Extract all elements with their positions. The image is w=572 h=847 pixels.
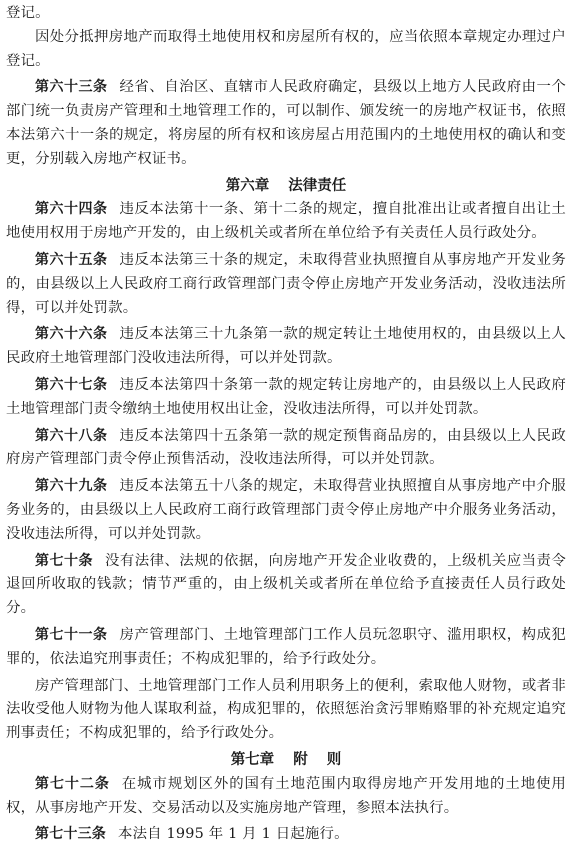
article-67 (6, 374, 566, 422)
chapter-6-heading: 第六章 法律责任 (225, 177, 347, 194)
article-number: 第六十六条 (35, 326, 108, 343)
article-text: 没有法律、法规的依据，向房地产开发企业收费的，上级机关应当责令退回所收取的钱款；情节严重的，由上级机关或者所在单位给予直接责任人员行政处分。 (6, 552, 566, 617)
article-73 (6, 823, 566, 847)
article-71-paragraph-2: 房产管理部门、土地管理部门工作人员利用职务上的便利，索取他人财物，或者非法收受他人财物为他人谋取利益，构成犯罪的，依照惩治贪污罪贿赂罪的补充规定追究刑事责任；不构成犯罪的，给予行政处分。 (6, 677, 566, 742)
article-71 (6, 624, 566, 672)
continued-paragraph-fragment: 登记。 (6, 5, 50, 21)
article-number: 第六十三条 (35, 79, 108, 96)
article-number: 第七十三条 (35, 826, 106, 843)
article-number: 第六十八条 (35, 427, 108, 444)
registration-paragraph: 因处分抵押房地产而取得土地使用权和房屋所有权的，应当依照本章规定办理过户登记。 (6, 28, 566, 69)
article-text: 违反本法第十一条、第十二条的规定，擅自批准出让或者擅自出让土地使用权用于房地产开发的，由上级机关或者所在单位给予有关责任人员行政处分。 (6, 201, 566, 242)
article-number: 第六十七条 (35, 376, 108, 393)
article-66 (6, 323, 566, 371)
article-number: 第七十条 (35, 552, 93, 569)
article-text: 在城市规划区外的国有土地范围内取得房地产开发用地的土地使用权，从事房地产开发、交易活动以及实施房地产管理，参照本法执行。 (6, 775, 567, 816)
article-65 (6, 249, 566, 320)
article-72 (6, 773, 566, 821)
article-63 (6, 76, 566, 171)
article-64 (6, 198, 566, 246)
article-text: 违反本法第五十八条的规定，未取得营业执照擅自从事房地产中介服务业务的，由县级以上人民政府工商行政管理部门责令停止房地产中介服务业务活动，没收违法所得，可以并处罚款。 (6, 478, 566, 542)
article-number: 第六十四条 (35, 201, 108, 218)
article-68 (6, 425, 566, 473)
article-69 (6, 475, 566, 546)
article-text: 经省、自治区、直辖市人民政府确定，县级以上地方人民政府由一个部门统一负责房产管理和土地管理工作的，可以制作、颁发统一的房地产权证书，依照本法第六十一条的规定，将房屋的所有权和该房屋占用范围内的土地使用权的确认和变更，分别载入房地产权证书。 (6, 79, 566, 167)
article-text: 违反本法第四十五条第一款的规定预售商品房的，由县级以上人民政府房产管理部门责令停止预售活动，没收违法所得，可以并处罚款。 (6, 427, 566, 468)
chapter-7-heading: 第七章 附 则 (230, 751, 342, 768)
article-70 (6, 550, 566, 621)
article-text: 违反本法第三十九条第一款的规定转让土地使用权的，由县级以上人民政府土地管理部门没收违法所得，可以并处罚款。 (6, 326, 566, 367)
article-number: 第六十五条 (35, 251, 108, 268)
article-number: 第七十二条 (35, 775, 110, 792)
article-text: 违反本法第三十条的规定，未取得营业执照擅自从事房地产开发业务的，由县级以上人民政府工商行政管理部门责令停止房地产开发业务活动，没收违法所得，可以并处罚款。 (6, 251, 566, 316)
article-text: 违反本法第四十条第一款的规定转让房地产的，由县级以上人民政府土地管理部门责令缴纳土地使用权出让金，没收违法所得，可以并处罚款。 (6, 376, 566, 417)
article-number: 第七十一条 (35, 626, 108, 643)
article-number: 第六十九条 (35, 478, 108, 495)
article-text: 房产管理部门、土地管理部门工作人员玩忽职守、滥用职权，构成犯罪的，依法追究刑事责任；不构成犯罪的，给予行政处分。 (6, 626, 566, 667)
article-text: 本法自 1995 年 1 月 1 日起施行。 (118, 826, 349, 843)
